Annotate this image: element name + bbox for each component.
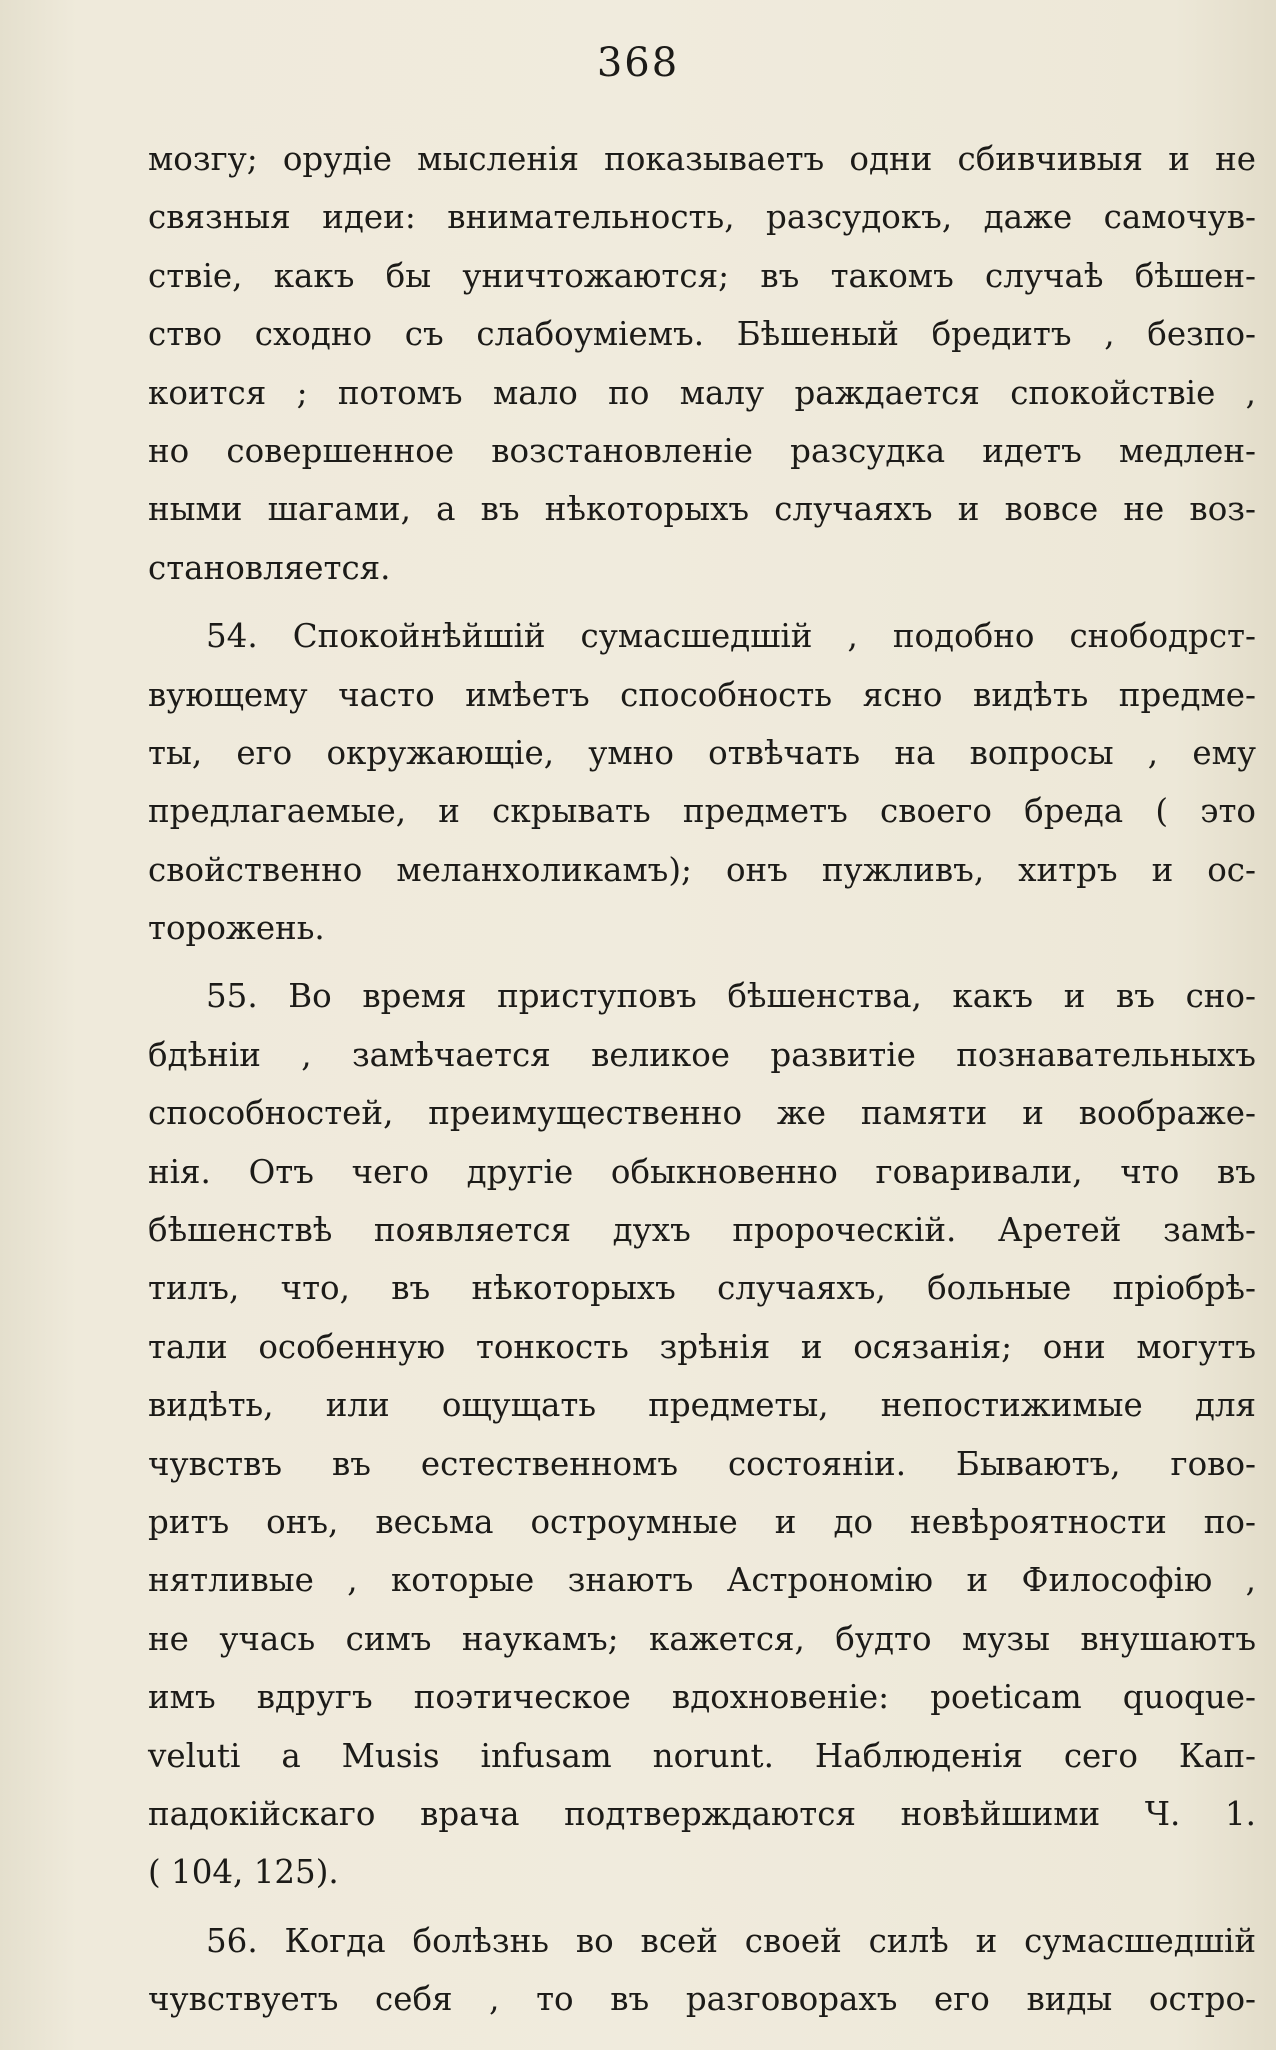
text-line: бдѣніи , замѣчается великое развитіе познавательныхъ [148,1035,1256,1074]
text-line: чувствуетъ себя , то въ разговорахъ его виды остро- [148,1980,1256,2019]
page-number: 368 [596,40,680,86]
text-line: предлагаемые, и скрывать предметъ своего бреда ( это [148,792,1256,831]
text-line: имъ вдругъ поэтическое вдохновеніе: poeticam quoque- [148,1678,1256,1717]
text-line: тилъ, что, въ нѣкоторыхъ случаяхъ, больные пріобрѣ- [148,1269,1256,1308]
text-line: нія. Отъ чего другіе обыкновенно говаривали, что въ [148,1152,1256,1191]
text-line: тали особенную тонкость зрѣнія и осязанія; они могутъ [148,1327,1256,1366]
text-line: чувствъ въ естественномъ состояніи. Бываютъ, гово- [148,1444,1256,1483]
text-line: 56. Когда болѣзнь во всей своей силѣ и сумасшедшій [206,1921,1256,1960]
text-line: 55. Во время приступовъ бѣшенства, какъ и въ сно- [206,977,1256,1016]
text-line: нятливые , которые знаютъ Астрономію и Философію , [148,1561,1256,1600]
text-line: ты, его окружающіе, умно отвѣчать на вопросы , ему [148,733,1256,772]
text-line: коится ; потомъ мало по малу раждается спокойствіе , [148,373,1256,412]
text-line: бѣшенствѣ появляется духъ пророческій. Аретей замѣ- [148,1211,1256,1250]
text-line: не учась симъ наукамъ; кажется, будто музы внушаютъ [148,1619,1256,1658]
text-line: мозгу; орудіе мысленія показываетъ одни сбивчивыя и не [148,140,1256,178]
text-line: связныя идеи: внимательность, разсудокъ, даже самочув- [148,198,1256,237]
text-line: становляется. [148,548,391,587]
text-line: ство сходно съ слабоуміемъ. Бѣшеный бредитъ , безпо- [148,315,1256,354]
text-line: ными шагами, а въ нѣкоторыхъ случаяхъ и вовсе не воз- [148,490,1256,529]
text-line: ствіе, какъ бы уничтожаются; въ такомъ случаѣ бѣшен- [148,256,1256,295]
text-line: падокійскаго врача подтверждаются новѣйшими Ч. 1. [148,1794,1256,1833]
text-line: 54. Спокойнѣйшій сумасшедшій , подобно снободрст- [206,617,1256,656]
text-line: но совершенное возстановленіе разсудка идетъ медлен- [148,431,1256,470]
text-line: ( 104, 125). [148,1853,339,1892]
text-line: вующему часто имѣетъ способность ясно видѣть предме- [148,675,1256,714]
text-line: торожень. [148,909,325,948]
body-text [148,130,1256,2029]
text-line: способностей, преимущественно же памяти и воображе- [148,1094,1256,1133]
text-line: свойственно меланхоликамъ); онъ пужливъ, хитръ и ос- [148,850,1256,889]
text-line: видѣть, или ощущать предметы, непостижимые для [148,1386,1256,1425]
text-line: veluti a Musis infusam norunt. Наблюденія сего Кап- [148,1736,1256,1775]
text-line: ритъ онъ, весьма остроумные и до невѣроятности по- [148,1502,1256,1541]
